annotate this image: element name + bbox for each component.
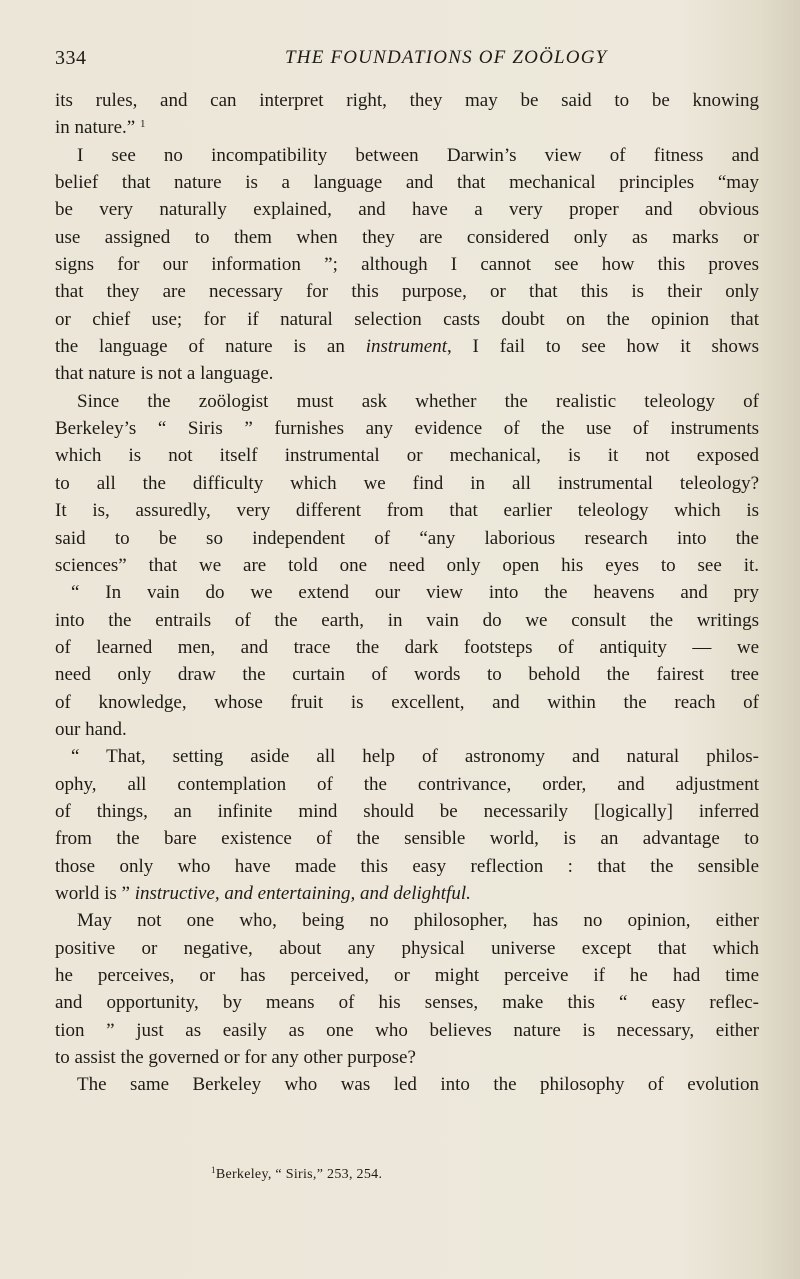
text-line: be very naturally explained, and have a very proper and obvious bbox=[55, 199, 759, 221]
text-line: signs for our information ”; although I cannot see how this proves bbox=[55, 254, 759, 276]
text-fragment: , I fail to see how it shows bbox=[446, 336, 759, 358]
text-line: of learned men, and trace the dark footsteps of antiquity — we bbox=[55, 636, 759, 658]
text-line: tion ” just as easily as one who believes nature is necessary, either bbox=[55, 1019, 759, 1041]
text-line: those only who have made this easy reflection : that the sensible bbox=[55, 855, 759, 877]
text-line: positive or negative, about any physical universe except that which bbox=[55, 937, 759, 959]
paragraph-start: I see no incompatibility between Darwin’s view of fitness and bbox=[77, 144, 759, 166]
paragraph-start: Since the zoölogist must ask whether the realistic teleology of bbox=[77, 390, 759, 412]
text-line: use assigned to them when they are considered only as marks or bbox=[55, 226, 759, 248]
text-line: or chief use; for if natural selection casts doubt on the opinion that bbox=[55, 308, 759, 330]
text-line: Berkeley’s “ Siris ” furnishes any evidence of the use of instruments bbox=[55, 418, 759, 440]
quotation-start: “ That, setting aside all help of astronomy and natural philos- bbox=[71, 746, 759, 768]
text-line bbox=[55, 114, 759, 141]
text-line: that they are necessary for this purpose, or that this is their only bbox=[55, 281, 759, 303]
text-line: of knowledge, whose fruit is excellent, and within the reach of bbox=[55, 691, 759, 713]
text-line: belief that nature is a language and that mechanical principles “may bbox=[55, 172, 759, 194]
text-fragment: in nature.” bbox=[55, 117, 136, 139]
text-line: its rules, and can interpret right, they may be said to be knowing bbox=[55, 90, 759, 111]
text-line: from the bare existence of the sensible world, is an advantage to bbox=[55, 828, 759, 850]
text-line: sciences” that we are told one need only open his eyes to see it. bbox=[55, 554, 759, 576]
quotation-start: “ In vain do we extend our view into the heavens and pry bbox=[71, 582, 759, 604]
italic-emphasis: instructive, and entertaining, and delightful. bbox=[134, 882, 471, 904]
text-fragment: world is ” bbox=[55, 882, 130, 904]
text-line: that nature is not a language. bbox=[55, 363, 274, 385]
page-header bbox=[55, 47, 767, 77]
footnote-text: Berkeley, “ Siris,” 253, 254. bbox=[215, 1167, 383, 1182]
text-line: to all the difficulty which we find in all instrumental teleology? bbox=[55, 472, 759, 494]
text-line: need only draw the curtain of words to behold the fairest tree bbox=[55, 664, 759, 686]
italic-emphasis: instrument bbox=[365, 336, 447, 358]
footnote bbox=[211, 1167, 382, 1183]
text-line: ophy, all contemplation of the contrivance, order, and adjustment bbox=[55, 773, 759, 795]
text-line: which is not itself instrumental or mechanical, is it not exposed bbox=[55, 445, 759, 467]
text-line: our hand. bbox=[55, 718, 127, 740]
text-line bbox=[55, 333, 759, 360]
text-line: of things, an infinite mind should be necessarily [logically] inferred bbox=[55, 800, 759, 822]
body-text bbox=[55, 87, 759, 1099]
text-fragment: the language of nature is an bbox=[55, 336, 345, 358]
text-line bbox=[55, 880, 759, 907]
text-line: said to be so independent of “any laborious research into the bbox=[55, 527, 759, 549]
text-line: and opportunity, by means of his senses, make this “ easy reflec- bbox=[55, 992, 759, 1014]
text-line: into the entrails of the earth, in vain do we consult the writings bbox=[55, 609, 759, 631]
paragraph-start: May not one who, being no philosopher, has no opinion, either bbox=[77, 910, 759, 932]
footnote-reference: 1 bbox=[139, 118, 146, 131]
page-number: 334 bbox=[55, 47, 87, 69]
text-line: It is, assuredly, very different from that earlier teleology which is bbox=[55, 500, 759, 522]
footnote-marker: 1 bbox=[211, 1165, 216, 1175]
text-line: to assist the governed or for any other purpose? bbox=[55, 1047, 416, 1069]
text-line: he perceives, or has perceived, or might perceive if he had time bbox=[55, 965, 759, 986]
running-head: THE FOUNDATIONS OF ZOÖLOGY bbox=[285, 47, 608, 68]
paragraph-start: The same Berkeley who was led into the philosophy of evolution bbox=[77, 1074, 759, 1096]
